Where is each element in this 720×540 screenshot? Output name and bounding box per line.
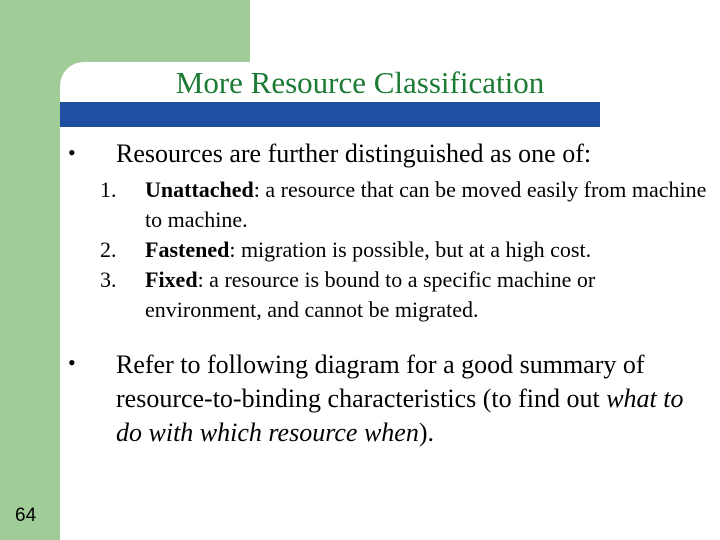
list-item xyxy=(100,235,715,265)
list-description: : migration is possible, but at a high cost. xyxy=(229,237,592,262)
list-term: Unattached xyxy=(145,177,254,202)
list-description: : a resource that can be moved easily from machine to machine. xyxy=(145,177,707,232)
bullet-icon: • xyxy=(68,140,76,165)
list-number: 1. xyxy=(100,177,117,202)
list-number: 2. xyxy=(100,237,117,262)
bullet-text-2 xyxy=(116,348,706,450)
title-band xyxy=(60,102,600,127)
list-item xyxy=(100,175,715,235)
list-number: 3. xyxy=(100,267,117,292)
numbered-list xyxy=(100,175,715,325)
list-term: Fastened xyxy=(145,237,230,262)
bullet2-text-start: Refer to following diagram for a good summary of resource-to-binding characteristics (to find out xyxy=(116,350,645,413)
list-term: Fixed xyxy=(145,267,198,292)
slide-title: More Resource Classification xyxy=(175,65,545,100)
bullet-text-1: Resources are further distinguished as one of: xyxy=(116,139,592,168)
bullet-icon: • xyxy=(68,350,76,375)
list-description: : a resource is bound to a specific machine or environment, and cannot be migrated. xyxy=(145,267,596,322)
bullet2-emphasis: what to do with which resource when xyxy=(116,384,684,447)
bullet2-text-end: ). xyxy=(418,418,434,447)
page-number: 64 xyxy=(15,505,37,526)
list-item xyxy=(100,265,715,325)
